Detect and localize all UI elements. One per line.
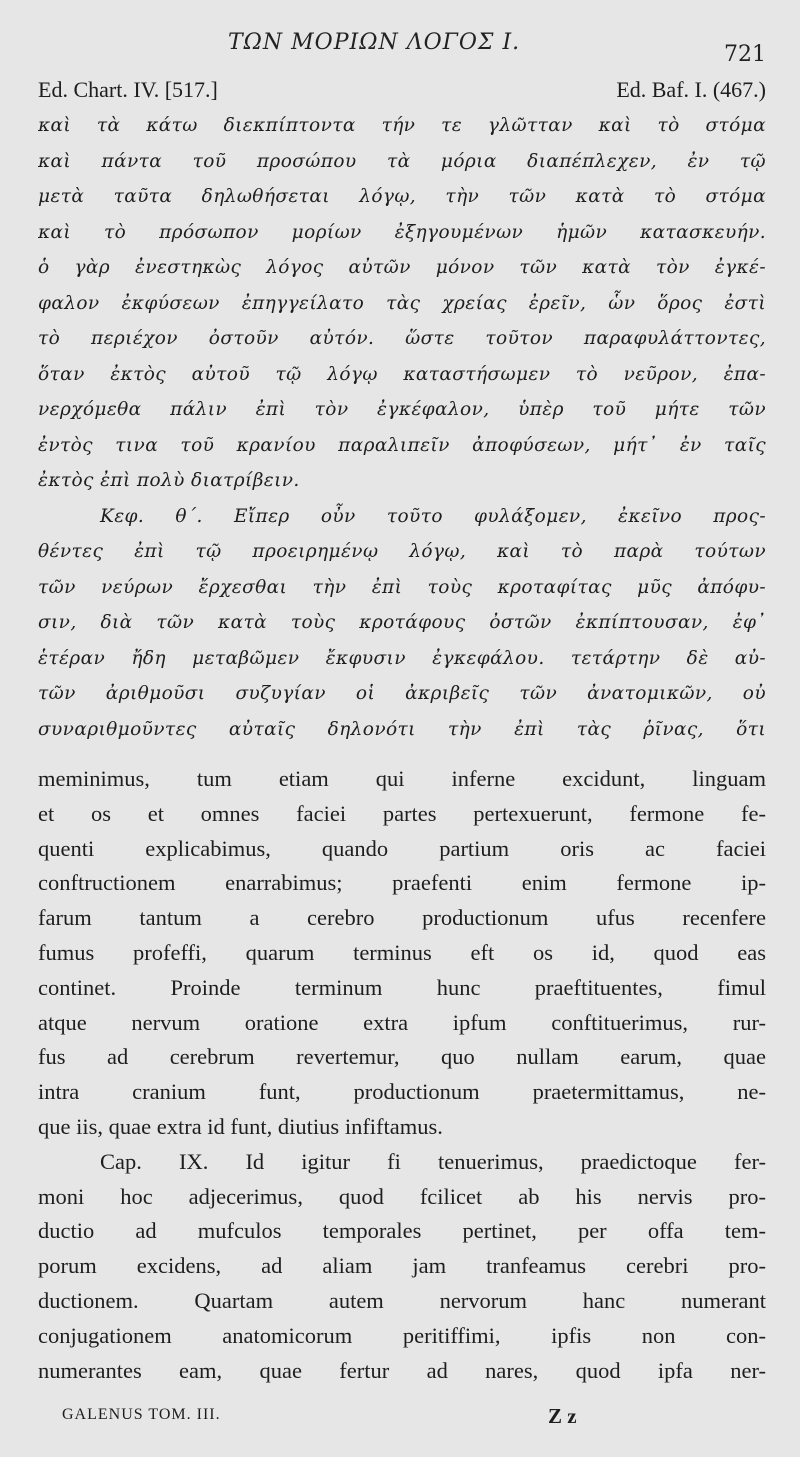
greek-line: τῶν ἀριθμοῦσι συζυγίαν οἱ ἀκριβεῖς τῶν ἀνατομικῶν, οὐ <box>38 683 766 704</box>
latin-line: conftructionem enarrabimus; praefenti enim fermone ip- <box>38 870 766 896</box>
latin-line: que iis, quae extra id funt, diutius infiftamus. <box>38 1113 443 1139</box>
greek-line: ὅταν ἐκτὸς αὐτοῦ τῷ λόγῳ καταστήσωμεν τὸ νεῦρον, ἐπα- <box>38 363 766 385</box>
sheet-signature-mark: Z z <box>548 1404 577 1428</box>
latin-line: continet. Proinde terminum hunc praeftituentes, fimul <box>38 974 766 1000</box>
greek-line: ἐντὸς τινα τοῦ κρανίου παραλιπεῖν ἀποφύσεων, μήτ᾽ ἐν ταῖς <box>38 434 766 456</box>
greek-line: καὶ πάντα τοῦ προσώπου τὰ μόρια διαπέπλεχεν, ἐν τῷ <box>38 150 766 172</box>
latin-line: fumus profeffi, quarum terminus eft os id, quod eas <box>38 939 766 965</box>
latin-line: quenti explicabimus, quando partium oris ac faciei <box>38 835 766 861</box>
greek-line: τῶν νεύρων ἔρχεσθαι τὴν ἐπὶ τοὺς κροταφίτας μῦς ἀπόφυ- <box>38 576 766 598</box>
greek-line: μετὰ ταῦτα δηλωθήσεται λόγῳ, τὴν τῶν κατὰ τὸ στόμα <box>38 186 766 207</box>
latin-line: meminimus, tum etiam qui inferne excidunt, linguam <box>38 766 766 791</box>
latin-line: numerantes eam, quae fertur ad nares, quod ipfa ner- <box>38 1357 766 1383</box>
greek-line: συναριθμοῦντες αὐταῖς δηλονότι τὴν ἐπὶ τὰς ῥῖνας, ὅτι <box>38 718 766 740</box>
greek-line: σιν, διὰ τῶν κατὰ τοὺς κροτάφους ὀστῶν ἐκπίπτουσαν, ἐφ᾽ <box>38 612 766 633</box>
running-title: ΤΩΝ ΜΟΡΙΩΝ ΛΟΓΟΣ Ι. <box>228 30 521 55</box>
greek-line: φαλον ἐκφύσεων ἐπηγγείλατο τὰς χρείας ἐρεῖν, ὧν ὅρος ἐστὶ <box>38 292 766 314</box>
basel-edition-ref: Ed. Baf. I. (467.) <box>616 77 766 102</box>
greek-text-block <box>38 108 766 747</box>
greek-line: καὶ τὰ κάτω διεκπίπτοντα τήν τε γλῶτταν καὶ τὸ στόμα <box>38 115 766 136</box>
latin-text-block <box>38 762 766 1388</box>
greek-line: τὸ περιέχον ὀστοῦν αὐτόν. ὥστε τοῦτον παραφυλάττοντες, <box>38 328 766 349</box>
page-number: 721 <box>724 42 766 67</box>
greek-line: καὶ τὸ πρόσωπον μορίων ἐξηγουμένων ἡμῶν κατασκευήν. <box>38 221 766 243</box>
latin-line: intra cranium funt, productionum praetermittamus, ne- <box>38 1079 766 1105</box>
greek-line: ἐκτὸς ἐπὶ πολὺ διατρίβειν. <box>38 470 300 491</box>
latin-chapter-heading-line: Cap. IX. Id igitur fi tenuerimus, praedictoque fer- <box>100 1148 766 1174</box>
latin-line: atque nervum oratione extra ipfum conftituerimus, rur- <box>38 1009 766 1035</box>
latin-line: ductionem. Quartam autem nervorum hanc numerant <box>38 1287 766 1313</box>
latin-line: porum excidens, ad aliam jam tranfeamus cerebri pro- <box>38 1253 766 1279</box>
volume-signature: GALENUS TOM. III. <box>62 1406 221 1423</box>
greek-line: ἑτέραν ἤδη μεταβῶμεν ἔκφυσιν ἐγκεφάλου. τετάρτην δὲ αὐ- <box>38 647 766 669</box>
page-header <box>0 28 800 67</box>
latin-line: farum tantum a cerebro productionum ufus recenfere <box>38 905 766 931</box>
latin-line: ductio ad mufculos temporales pertinet, per offa tem- <box>38 1218 766 1244</box>
greek-chapter-heading-line: Κεφ. θ΄. Εἴπερ οὖν τοῦτο φυλάξομεν, ἐκεῖνο προς- <box>100 505 766 527</box>
latin-line: moni hoc adjecerimus, quod fcilicet ab his nervis pro- <box>38 1183 766 1209</box>
chartier-edition-ref: Ed. Chart. IV. [517.] <box>38 77 218 102</box>
page-footer <box>62 1404 682 1434</box>
greek-line: θέντες ἐπὶ τῷ προειρημένῳ λόγῳ, καὶ τὸ παρὰ τούτων <box>38 541 766 562</box>
edition-references <box>38 77 766 105</box>
latin-line: et os et omnes faciei partes pertexuerunt, fermone fe- <box>38 800 766 826</box>
greek-line: νερχόμεθα πάλιν ἐπὶ τὸν ἐγκέφαλον, ὑπὲρ τοῦ μήτε τῶν <box>38 399 766 420</box>
greek-line: ὁ γὰρ ἐνεστηκὼς λόγος αὐτῶν μόνον τῶν κατὰ τὸν ἐγκέ- <box>38 257 766 278</box>
latin-line: fus ad cerebrum revertemur, quo nullam earum, quae <box>38 1044 766 1070</box>
latin-line: conjugationem anatomicorum peritiffimi, ipfis non con- <box>38 1322 766 1348</box>
